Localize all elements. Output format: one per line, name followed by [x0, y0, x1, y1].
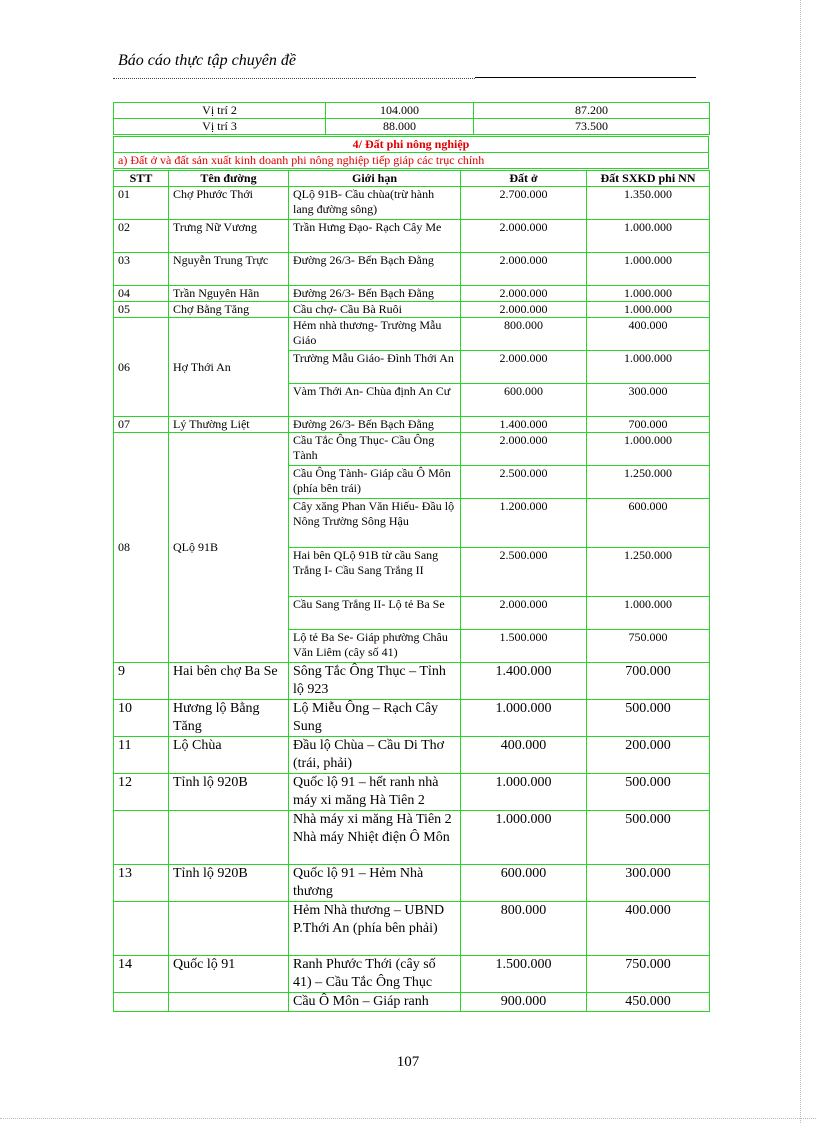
section-note: a) Đất ở và đất sản xuất kinh doanh phi nông nghiệp tiếp giáp các trục chính	[114, 153, 709, 169]
col-header-business: Đất SXKD phi NN	[587, 171, 710, 187]
limit-cell: Cây xăng Phan Văn Hiếu- Đầu lộ Nông Trường Sông Hậu	[289, 499, 461, 548]
table-row	[114, 902, 710, 956]
business-price: 400.000	[587, 318, 710, 351]
section-header-table	[113, 136, 709, 169]
limit-cell: Hai bên QLộ 91B từ cầu Sang Trắng I- Cầu Sang Trắng II	[289, 548, 461, 597]
table-row	[114, 700, 710, 737]
price-cell: 104.000	[326, 103, 474, 119]
stt-cell: 04	[114, 286, 169, 302]
limit-cell: Cầu Tắc Ông Thục- Cầu Ông Tành	[289, 433, 461, 466]
stt-cell: 14	[114, 956, 169, 993]
table-row	[114, 318, 710, 351]
business-price: 700.000	[587, 663, 710, 700]
residential-price: 1.000.000	[461, 700, 587, 737]
road-cell: Quốc lộ 91	[169, 956, 289, 993]
limit-cell: Trường Mẫu Giáo- Đình Thới An	[289, 351, 461, 384]
residential-price: 600.000	[461, 865, 587, 902]
page-bottom-line	[0, 1118, 816, 1119]
residential-price: 2.500.000	[461, 548, 587, 597]
limit-cell: Lộ Miễu Ông – Rạch Cây Sung	[289, 700, 461, 737]
section-title: 4/ Đất phi nông nghiệp	[114, 137, 709, 153]
limit-cell: Cầu Sang Trắng II- Lộ tẻ Ba Se	[289, 597, 461, 630]
business-price: 450.000	[587, 993, 710, 1012]
residential-price: 1.400.000	[461, 663, 587, 700]
residential-price: 2.000.000	[461, 220, 587, 253]
business-price: 700.000	[587, 417, 710, 433]
table-row	[114, 865, 710, 902]
business-price: 1.250.000	[587, 466, 710, 499]
stt-cell: 01	[114, 187, 169, 220]
residential-price: 2.000.000	[461, 351, 587, 384]
price-cell: 87.200	[474, 103, 710, 119]
business-price: 500.000	[587, 700, 710, 737]
table-row	[114, 417, 710, 433]
stt-cell	[114, 993, 169, 1012]
stt-cell: 13	[114, 865, 169, 902]
limit-cell: Cầu Ô Môn – Giáp ranh	[289, 993, 461, 1012]
residential-price: 2.000.000	[461, 286, 587, 302]
limit-cell: Hẻm Nhà thương – UBND P.Thới An (phía bên phải)	[289, 902, 461, 956]
limit-cell: Hẻm nhà thương- Trường Mẫu Giáo	[289, 318, 461, 351]
business-price: 1.000.000	[587, 253, 710, 286]
road-cell: Nguyễn Trung Trực	[169, 253, 289, 286]
road-cell: Chợ Phước Thới	[169, 187, 289, 220]
col-header-limit: Giới hạn	[289, 171, 461, 187]
business-price: 600.000	[587, 499, 710, 548]
limit-cell: Nhà máy xi măng Hà Tiên 2 Nhà máy Nhiệt điện Ô Môn	[289, 811, 461, 865]
business-price: 1.000.000	[587, 597, 710, 630]
stt-cell: 11	[114, 737, 169, 774]
limit-cell: Cầu chợ- Cầu Bà Ruôi	[289, 302, 461, 318]
business-price: 300.000	[587, 384, 710, 417]
table-row	[114, 103, 710, 119]
header-solid-rule	[475, 77, 696, 78]
residential-price: 600.000	[461, 384, 587, 417]
residential-price: 2.700.000	[461, 187, 587, 220]
road-cell	[169, 902, 289, 956]
limit-cell: Đường 26/3- Bến Bạch Đằng	[289, 253, 461, 286]
table-row	[114, 187, 710, 220]
road-cell: Trưng Nữ Vương	[169, 220, 289, 253]
business-price: 1.000.000	[587, 433, 710, 466]
limit-cell: Đường 26/3- Bến Bạch Đằng	[289, 286, 461, 302]
limit-cell: Vàm Thới An- Chùa định An Cư	[289, 384, 461, 417]
business-price: 1.350.000	[587, 187, 710, 220]
residential-price: 1.500.000	[461, 630, 587, 663]
limit-cell: Ranh Phước Thới (cây số 41) – Cầu Tắc Ông Thục	[289, 956, 461, 993]
residential-price: 800.000	[461, 318, 587, 351]
residential-price: 1.500.000	[461, 956, 587, 993]
business-price: 300.000	[587, 865, 710, 902]
limit-cell: Cầu Ông Tành- Giáp cầu Ô Môn (phía bên trái)	[289, 466, 461, 499]
col-header-residential: Đất ở	[461, 171, 587, 187]
road-cell: Trần Nguyên Hãn	[169, 286, 289, 302]
price-cell: 73.500	[474, 119, 710, 135]
table-row	[114, 286, 710, 302]
position-label: Vị trí 2	[114, 103, 326, 119]
stt-cell: 07	[114, 417, 169, 433]
table-row	[114, 220, 710, 253]
table-row	[114, 302, 710, 318]
road-cell	[169, 811, 289, 865]
stt-cell: 06	[114, 318, 169, 417]
road-cell: Hai bên chợ Ba Se	[169, 663, 289, 700]
business-price: 500.000	[587, 774, 710, 811]
limit-cell: QLộ 91B- Cầu chùa(trừ hành lang đường sông)	[289, 187, 461, 220]
stt-cell: 02	[114, 220, 169, 253]
limit-cell: Sông Tắc Ông Thục – Tỉnh lộ 923	[289, 663, 461, 700]
residential-price: 2.000.000	[461, 302, 587, 318]
page-number: 107	[396, 1054, 420, 1070]
table-row	[114, 774, 710, 811]
business-price: 400.000	[587, 902, 710, 956]
residential-price: 1.200.000	[461, 499, 587, 548]
residential-price: 2.000.000	[461, 253, 587, 286]
residential-price: 900.000	[461, 993, 587, 1012]
limit-cell: Quốc lộ 91 – hết ranh nhà máy xi măng Hà Tiên 2	[289, 774, 461, 811]
road-cell: Tỉnh lộ 920B	[169, 865, 289, 902]
table-row	[114, 119, 710, 135]
residential-price: 1.000.000	[461, 811, 587, 865]
road-cell: QLộ 91B	[169, 433, 289, 663]
limit-cell: Lộ tẻ Ba Se- Giáp phường Châu Văn Liêm (cây số 41)	[289, 630, 461, 663]
table-row	[114, 663, 710, 700]
stt-cell	[114, 811, 169, 865]
stt-cell: 05	[114, 302, 169, 318]
road-cell: Tỉnh lộ 920B	[169, 774, 289, 811]
table-row	[114, 956, 710, 993]
header-dotted-rule	[113, 78, 475, 79]
residential-price: 2.000.000	[461, 433, 587, 466]
business-price: 1.250.000	[587, 548, 710, 597]
residential-price: 400.000	[461, 737, 587, 774]
col-header-road: Tên đường	[169, 171, 289, 187]
road-cell: Lý Thường Liệt	[169, 417, 289, 433]
col-header-stt: STT	[114, 171, 169, 187]
stt-cell: 03	[114, 253, 169, 286]
road-cell: Chợ Bằng Tăng	[169, 302, 289, 318]
business-price: 750.000	[587, 630, 710, 663]
report-header-title: Báo cáo thực tập chuyên đề	[118, 52, 296, 69]
table-row	[114, 811, 710, 865]
stt-cell	[114, 902, 169, 956]
previous-section-table	[113, 102, 710, 135]
table-header-row	[114, 171, 710, 187]
road-cell	[169, 993, 289, 1012]
limit-cell: Đường 26/3- Bến Bạch Đằng	[289, 417, 461, 433]
price-cell: 88.000	[326, 119, 474, 135]
table-row	[114, 433, 710, 466]
residential-price: 1.400.000	[461, 417, 587, 433]
land-price-table	[113, 170, 710, 1012]
stt-cell: 10	[114, 700, 169, 737]
limit-cell: Quốc lộ 91 – Hẻm Nhà thương	[289, 865, 461, 902]
business-price: 500.000	[587, 811, 710, 865]
position-label: Vị trí 3	[114, 119, 326, 135]
residential-price: 2.500.000	[461, 466, 587, 499]
road-cell: Hợ Thới An	[169, 318, 289, 417]
business-price: 1.000.000	[587, 351, 710, 384]
residential-price: 1.000.000	[461, 774, 587, 811]
table-row	[114, 737, 710, 774]
business-price: 1.000.000	[587, 286, 710, 302]
stt-cell: 9	[114, 663, 169, 700]
stt-cell: 08	[114, 433, 169, 663]
limit-cell: Đầu lộ Chùa – Cầu Di Thơ (trái, phải)	[289, 737, 461, 774]
residential-price: 800.000	[461, 902, 587, 956]
residential-price: 2.000.000	[461, 597, 587, 630]
table-row	[114, 993, 710, 1012]
business-price: 1.000.000	[587, 302, 710, 318]
limit-cell: Trần Hưng Đạo- Rạch Cây Me	[289, 220, 461, 253]
table-row	[114, 253, 710, 286]
business-price: 200.000	[587, 737, 710, 774]
road-cell: Hương lộ Bằng Tăng	[169, 700, 289, 737]
stt-cell: 12	[114, 774, 169, 811]
business-price: 750.000	[587, 956, 710, 993]
road-cell: Lộ Chùa	[169, 737, 289, 774]
page-margin-line	[800, 0, 801, 1123]
business-price: 1.000.000	[587, 220, 710, 253]
